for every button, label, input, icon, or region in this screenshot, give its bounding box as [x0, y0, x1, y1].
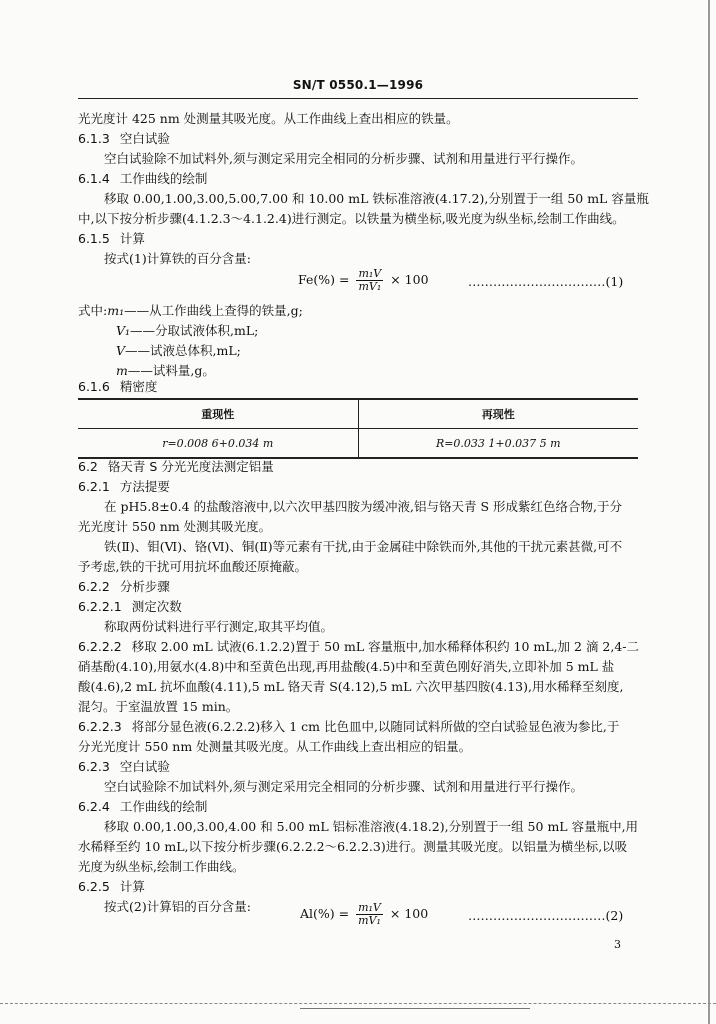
- fraction-denominator: mV₁: [358, 280, 382, 293]
- section-title: 工作曲线的绘制: [119, 799, 208, 814]
- section-title: 计算: [119, 231, 145, 246]
- paragraph-line: 中,以下按分析步骤(4.1.2.3～4.1.2.4)进行测定。以铁量为横坐标,吸光度为纵坐标,绘制工作曲线。: [78, 211, 625, 226]
- formula-fraction: [356, 902, 383, 927]
- section-title: 空白试验: [119, 759, 170, 774]
- section-number: 6.1.3: [78, 131, 110, 146]
- section-number: 6.2.2.1: [78, 599, 122, 614]
- section-number: 6.2: [78, 459, 98, 474]
- symbol: V₁: [116, 323, 131, 338]
- column-header-repeatability: 重现性: [78, 399, 358, 429]
- section-heading-6-1-4: [78, 170, 638, 188]
- section-number: 6.2.2.2: [78, 639, 122, 654]
- column-header-reproducibility: 再现性: [358, 399, 638, 429]
- section-heading-6-2-4: [78, 798, 638, 816]
- table-header-row: [78, 399, 638, 429]
- page-edge: [708, 0, 710, 1024]
- section-heading-6-1-5: [78, 230, 638, 248]
- paragraph-line: 硝基酚(4.10),用氨水(4.8)中和至黄色出现,再用盐酸(4.5)中和至黄色刚好消失,立即补加 5 mL 盐: [78, 659, 615, 674]
- header-rule: [78, 98, 638, 99]
- section-number: 6.2.5: [78, 879, 110, 894]
- paragraph-line: 分光光度计 550 nm 处测量其吸光度。从工作曲线上查出相应的铝量。: [78, 739, 472, 754]
- paragraph-line: 按式(1)计算铁的百分含量:: [104, 251, 251, 266]
- paragraph-line: 予考虑,铁的干扰可用抗坏血酸还原掩蔽。: [78, 559, 307, 574]
- paragraph-line: 在 pH5.8±0.4 的盐酸溶液中,以六次甲基四胺为缓冲液,铝与铬天青 S 形成紫红色络合物,于分: [104, 499, 623, 514]
- paragraph-line-6-2-2-2: [78, 638, 638, 656]
- scan-bottom-rule: [300, 1008, 530, 1009]
- paragraph-line: 光光度计 425 nm 处测量其吸光度。从工作曲线上查出相应的铁量。: [78, 111, 459, 126]
- paragraph-line: 混匀。于室温放置 15 min。: [78, 699, 239, 714]
- section-title: 方法提要: [119, 479, 170, 494]
- page-number: 3: [614, 938, 621, 951]
- formula-2: [300, 902, 428, 927]
- scan-bottom-border: [0, 1003, 716, 1004]
- section-heading-6-2-2: [78, 578, 638, 596]
- fraction-numerator: m₁V: [358, 267, 382, 280]
- section-number: 6.1.5: [78, 231, 110, 246]
- definition-text: ——从工作曲线上查得的铁量,g;: [124, 303, 303, 318]
- section-heading-6-1-6: [78, 378, 638, 396]
- definition-line: [116, 342, 241, 360]
- section-number: 6.2.2.3: [78, 719, 122, 734]
- section-number: 6.1.6: [78, 379, 110, 394]
- section-title: 精密度: [119, 379, 158, 394]
- paragraph-line: 空白试验除不加试料外,须与测定采用完全相同的分析步骤、试剂和用量进行平行操作。: [104, 779, 583, 794]
- definition-text: ——试料量,g。: [127, 363, 215, 378]
- section-title: 分析步骤: [119, 579, 170, 594]
- section-heading-6-1-3: [78, 130, 638, 148]
- definition-line: [116, 322, 258, 340]
- standard-number-header: SN/T 0550.1—1996: [292, 78, 424, 92]
- formula-fraction: [356, 268, 383, 293]
- paragraph-text: 移取 2.00 mL 试液(6.1.2.2)置于 50 mL 容量瓶中,加水稀释体积约 10 mL,加 2 滴 2,4-二: [131, 639, 640, 654]
- definition-line: [78, 302, 303, 320]
- formula-rhs: × 100: [389, 906, 429, 921]
- section-title: 空白试验: [119, 131, 170, 146]
- table-cell-repeatability: r=0.008 6+0.034 m: [78, 429, 358, 459]
- fraction-numerator: m₁V: [358, 901, 381, 914]
- paragraph-line: 移取 0.00,1.00,3.00,5.00,7.00 和 10.00 mL 铁标准溶液(4.17.2),分别置于一组 50 mL 容量瓶: [104, 191, 649, 206]
- section-number: 6.2.3: [78, 759, 110, 774]
- section-heading-6-2-3: [78, 758, 638, 776]
- section-heading-6-2: [78, 458, 638, 476]
- paragraph-line: 水稀释至约 10 mL,以下按分析步骤(6.2.2.2～6.2.2.3)进行。测量其吸光度。以铝量为横坐标,以吸: [78, 839, 628, 854]
- equation-number-1: ……………………………(1): [468, 274, 624, 289]
- section-number: 6.2.2: [78, 579, 110, 594]
- section-title: 测定次数: [131, 599, 182, 614]
- formula-lhs: Fe(%) =: [298, 272, 350, 287]
- section-title: 计算: [119, 879, 145, 894]
- paragraph-line: 空白试验除不加试料外,须与测定采用完全相同的分析步骤、试剂和用量进行平行操作。: [104, 151, 583, 166]
- section-number: 6.2.1: [78, 479, 110, 494]
- table-cell-reproducibility: R=0.033 1+0.037 5 m: [358, 429, 638, 459]
- paragraph-line: 铁(Ⅱ)、钼(Ⅵ)、铬(Ⅵ)、铜(Ⅱ)等元素有干扰,由于金属硅中除铁而外,其他的干扰元素甚微,可不: [104, 539, 623, 554]
- section-heading-6-2-5: [78, 878, 638, 896]
- formula-rhs: × 100: [390, 272, 429, 287]
- section-number: 6.2.4: [78, 799, 110, 814]
- table-row: [78, 429, 638, 459]
- definition-text: ——分取试液体积,mL;: [130, 323, 259, 338]
- symbol: V: [116, 343, 126, 358]
- section-title: 工作曲线的绘制: [119, 171, 208, 186]
- fraction-denominator: mV₁: [358, 914, 381, 927]
- definition-lead: 式中:: [78, 303, 108, 318]
- formula-1: [298, 268, 429, 293]
- paragraph-line: 光度为纵坐标,绘制工作曲线。: [78, 859, 245, 874]
- formula-lhs: Al(%) =: [300, 906, 350, 921]
- paragraph-line-6-2-2-3: [78, 718, 638, 736]
- paragraph-line: 称取两份试料进行平行测定,取其平均值。: [104, 619, 333, 634]
- section-number: 6.1.4: [78, 171, 110, 186]
- section-title: 铬天青 S 分光光度法测定铝量: [107, 459, 274, 474]
- paragraph-line: 移取 0.00,1.00,3.00,4.00 和 5.00 mL 铝标准溶液(4.18.2),分别置于一组 50 mL 容量瓶中,用: [104, 819, 639, 834]
- section-heading-6-2-2-1: [78, 598, 638, 616]
- paragraph-line: 酸(4.6),2 mL 抗坏血酸(4.11),5 mL 铬天青 S(4.12),5 mL 六次甲基四胺(4.13),用水稀释至刻度,: [78, 679, 624, 694]
- paragraph-text: 将部分显色液(6.2.2.2)移入 1 cm 比色皿中,以随同试料所做的空白试验显色液为参比,于: [131, 719, 620, 734]
- section-heading-6-2-1: [78, 478, 638, 496]
- equation-number-2: ……………………………(2): [468, 908, 624, 923]
- precision-table: [78, 398, 638, 459]
- paragraph-line: 按式(2)计算铝的百分含量:: [104, 899, 251, 914]
- symbol: m: [116, 363, 128, 378]
- symbol: m₁: [107, 303, 125, 318]
- paragraph-line: 光光度计 550 nm 处测其吸光度。: [78, 519, 272, 534]
- definition-text: ——试液总体积,mL;: [125, 343, 241, 358]
